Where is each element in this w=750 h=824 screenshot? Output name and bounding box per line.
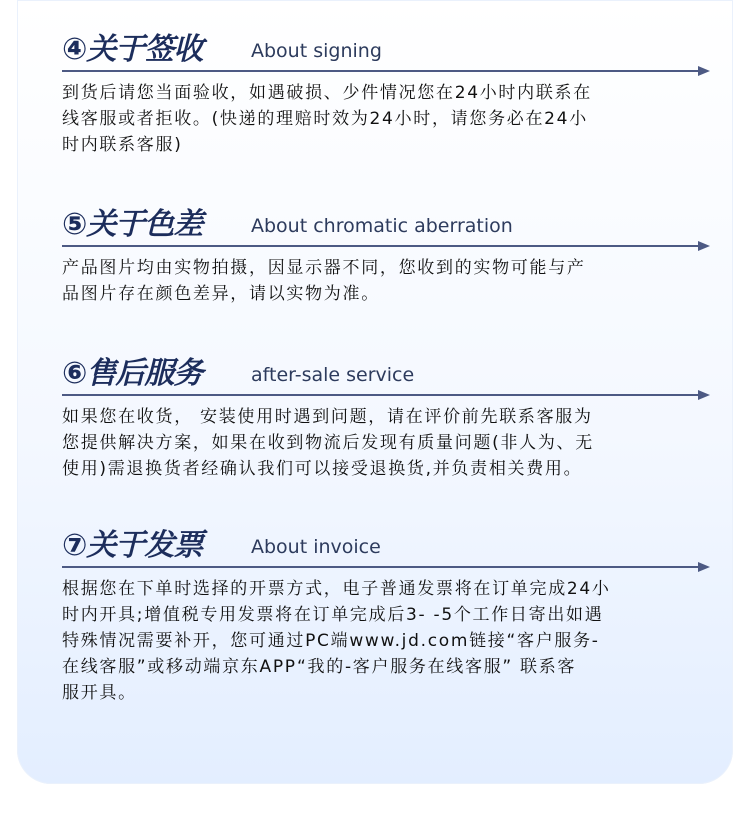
section-heading — [62, 205, 712, 257]
section-title: ⑤关于色差 — [62, 207, 203, 242]
section-heading — [62, 526, 712, 578]
section-invoice — [62, 526, 712, 703]
section-subtitle: About invoice — [251, 536, 381, 558]
section-body: 如果您在收货， 安装使用时遇到问题，请在评价前先联系客服为 您提供解决方案，如果在收到物流后发现有质量问题(非人为、无 使用)需退换货者经确认我们可以接受退换货,并负责相关费用。 — [62, 407, 594, 479]
section-subtitle: About signing — [251, 40, 382, 62]
section-subtitle: after-sale service — [251, 364, 415, 386]
divider-line — [62, 394, 702, 396]
arrow-head-icon — [698, 66, 710, 76]
section-title: ⑥售后服务 — [62, 356, 203, 391]
divider-line — [62, 245, 702, 247]
section-title: ④关于签收 — [62, 32, 203, 67]
section-heading — [62, 354, 712, 406]
section-heading — [62, 30, 712, 82]
section-subtitle: About chromatic aberration — [251, 215, 513, 237]
section-color-difference — [62, 205, 712, 304]
section-body: 产品图片均由实物拍摄，因显示器不同，您收到的实物可能与产 品图片存在颜色差异，请以实物为准。 — [62, 258, 586, 304]
arrow-head-icon — [698, 241, 710, 251]
divider-line — [62, 566, 702, 568]
section-after-sale — [62, 354, 712, 479]
section-body: 到货后请您当面验收，如遇破损、少件情况您在24小时内联系在 线客服或者拒收。(快递的理赔时效为24小时，请您务必在24小 时内联系客服) — [62, 83, 592, 155]
arrow-head-icon — [698, 390, 710, 400]
divider-line — [62, 70, 702, 72]
section-title: ⑦关于发票 — [62, 528, 203, 563]
arrow-head-icon — [698, 562, 710, 572]
section-body: 根据您在下单时选择的开票方式，电子普通发票将在订单完成24小 时内开具;增值税专用发票将在订单完成后3- -5个工作日寄出如遇 特殊情况需要补开，您可通过PC端www.jd.com链接“客户服务- 在线客服”或移动端京东APP“我的-客户服务在线客服” 联系客 服开具。 — [62, 579, 611, 703]
section-signing — [62, 30, 712, 155]
